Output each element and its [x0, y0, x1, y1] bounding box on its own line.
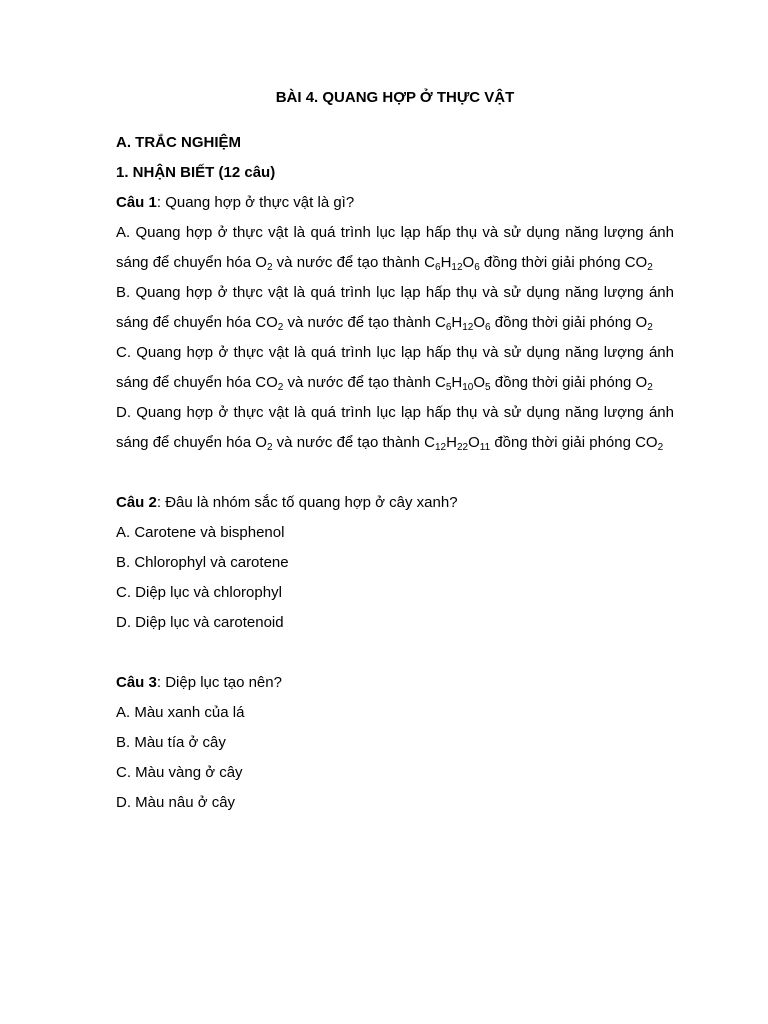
section-heading: A. TRẮC NGHIỆM — [116, 134, 241, 151]
q3-option-d: D. Màu nâu ở cây — [116, 794, 236, 811]
document-page — [116, 84, 674, 818]
question-text: : Đâu là nhóm sắc tố quang hợp ở cây xanh? — [156, 494, 458, 511]
q2-option-d: D. Diệp lục và carotenoid — [116, 614, 284, 631]
question-3 — [116, 668, 674, 698]
q3-option-c: C. Màu vàng ở cây — [116, 764, 243, 781]
q1-option-c: C. Quang hợp ở thực vật là quá trình lục lạp hấp thụ và sử dụng năng lượng ánh sáng để chuyển hóa $CO_2$ và nước để tạo thành $C_5H_{10}O_5$ đồng thời giải phóng $O_2$ — [116, 344, 674, 393]
q1-option-a: A. Quang hợp ở thực vật là quá trình lục lạp hấp thụ và sử dụng năng lượng ánh sáng để chuyển hóa $O_2$ và nước để tạo thành $C_6H_{12}O_6$ đồng thời giải phóng $CO_2$ — [116, 224, 674, 273]
page-title: BÀI 4. QUANG HỢP Ở THỰC VẬT — [275, 89, 515, 106]
question-label: Câu 3 — [116, 674, 157, 691]
subsection-heading: 1. NHẬN BIẾT (12 câu) — [116, 164, 276, 181]
question-label: Câu 2 — [116, 494, 157, 511]
q2-option-a: A. Carotene và bisphenol — [116, 524, 285, 541]
question-2 — [116, 488, 674, 518]
spacer — [116, 638, 674, 668]
question-label: Câu 1 — [116, 194, 157, 211]
spacer — [116, 458, 674, 488]
q1-option-b: B. Quang hợp ở thực vật là quá trình lục lạp hấp thụ và sử dụng năng lượng ánh sáng để chuyển hóa $CO_2$ và nước để tạo thành $C_6H_{12}O_6$ đồng thời giải phóng $O_2$ — [116, 284, 674, 333]
q3-option-b: B. Màu tía ở cây — [116, 734, 226, 751]
q2-option-c: C. Diệp lục và chlorophyl — [116, 584, 282, 601]
q1-option-d: D. Quang hợp ở thực vật là quá trình lục lạp hấp thụ và sử dụng năng lượng ánh sáng để chuyển hóa $O_2$ và nước để tạo thành $C_{12}H_{22}O_{11}$ đồng thời giải phóng $CO_2$ — [116, 404, 674, 453]
q2-option-b: B. Chlorophyl và carotene — [116, 554, 289, 571]
q3-option-a: A. Màu xanh của lá — [116, 704, 245, 721]
question-text: : Diệp lục tạo nên? — [156, 674, 282, 691]
question-1 — [116, 188, 674, 218]
question-text: : Quang hợp ở thực vật là gì? — [156, 194, 355, 211]
